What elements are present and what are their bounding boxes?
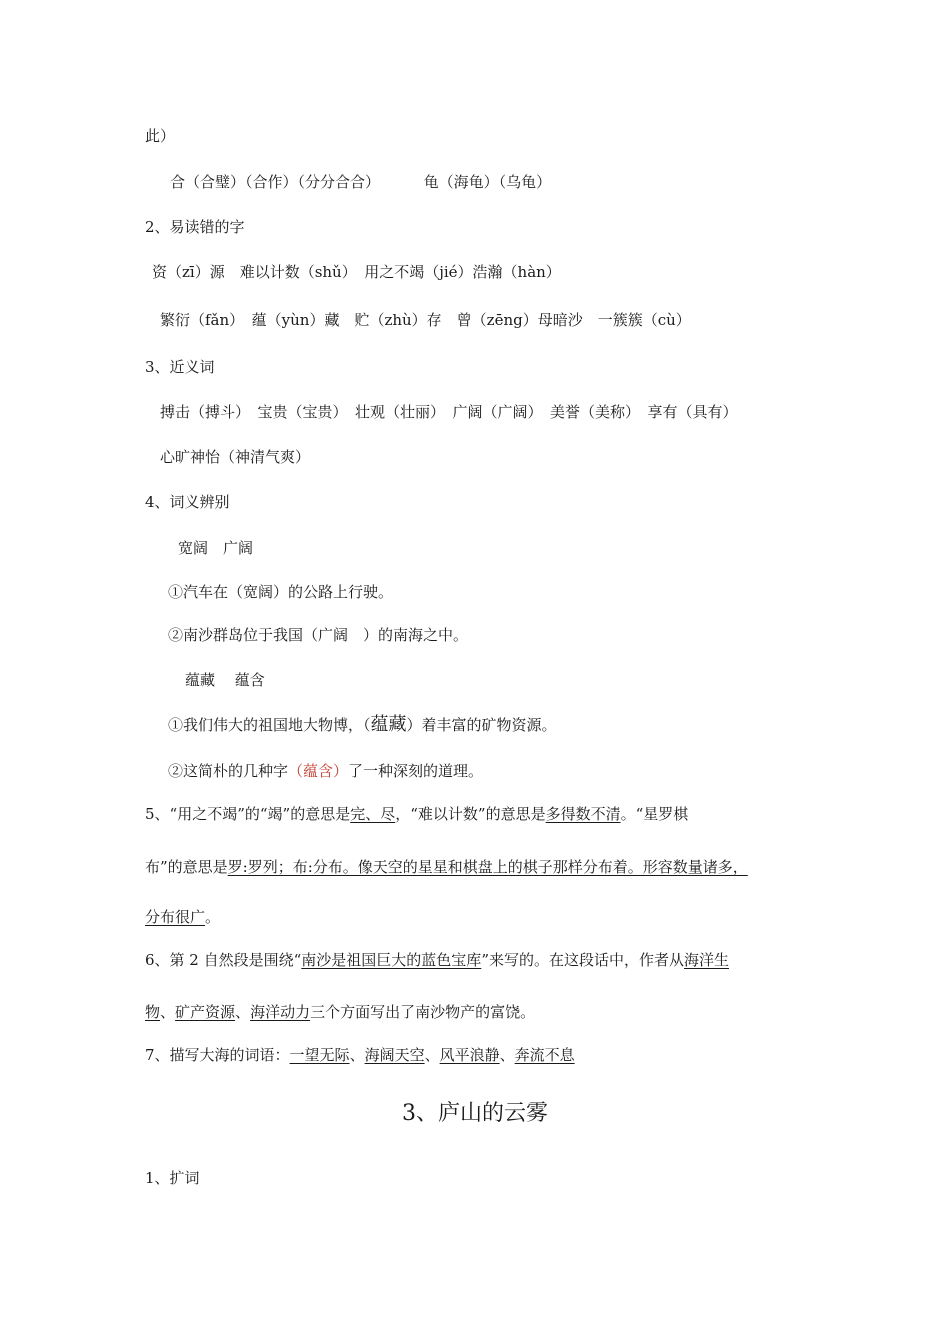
- text-segment: 了一种深刻的道理。: [348, 762, 484, 780]
- text-segment: 合（合璧）（合作）（分分合合）: [170, 173, 381, 191]
- text-line: 资（zī）源 难以计数（shǔ） 用之不竭（jié）浩瀚（hàn）: [152, 263, 561, 281]
- text-segment: 。“星罗棋: [620, 805, 689, 823]
- text-segment: 、: [349, 1046, 365, 1064]
- text-segment: 龟（海龟）（乌龟）: [423, 173, 552, 191]
- text-line: ①汽车在（宽阔）的公路上行驶。: [168, 583, 394, 601]
- text-segment: 7、描写大海的词语：: [145, 1046, 290, 1064]
- text-segment: ①我们伟大的祖国地大物博，（: [168, 716, 371, 734]
- text-line: [145, 1002, 535, 1022]
- answer-blank: 风平浪静: [439, 1046, 500, 1064]
- answer-word: （蕴含）: [288, 762, 349, 780]
- answer-blank: 多得数不清: [545, 805, 621, 823]
- text-line: [168, 715, 557, 735]
- answer-blank: 一望无际: [289, 1046, 350, 1064]
- text-segment: 、: [160, 1003, 176, 1021]
- text-line: [145, 857, 748, 877]
- text-segment: 。: [205, 908, 221, 926]
- text-line: [145, 804, 688, 824]
- answer-blank: 南沙是祖国巨大的蓝色宝库: [301, 951, 482, 969]
- text-line: 此）: [145, 127, 176, 145]
- text-segment: 布”的意思是: [145, 858, 228, 876]
- text-line: [145, 907, 220, 927]
- text-segment: ”来写的。在这段话中，作者从: [481, 951, 684, 969]
- text-line: ②南沙群岛位于我国（广阔 ）的南海之中。: [168, 626, 469, 644]
- section-heading: 3、近义词: [145, 358, 215, 376]
- section-heading: 4、词义辨别: [145, 493, 230, 511]
- answer-blank: 海洋生: [683, 951, 729, 969]
- answer-word: 蕴藏: [370, 714, 407, 735]
- text-segment: 、: [235, 1003, 251, 1021]
- answer-blank: 矿产资源: [175, 1003, 236, 1021]
- text-segment: 5、“用之不竭”的“竭”的意思是: [145, 805, 351, 823]
- text-segment: ，“难以计数”的意思是: [395, 805, 546, 823]
- text-segment: 三个方面写出了南沙物产的富饶。: [310, 1003, 536, 1021]
- answer-blank: 奔流不息: [514, 1046, 575, 1064]
- text-line: [170, 172, 551, 192]
- text-line: [168, 761, 483, 781]
- text-segment: ）着丰富的矿物资源。: [406, 716, 557, 734]
- answer-blank: 海洋动力: [250, 1003, 311, 1021]
- text-segment: 6、第 2 自然段是围绕“: [145, 951, 302, 969]
- answer-blank: 分布很广: [145, 908, 206, 926]
- answer-blank: 罗:罗列；布:分布。像天空的星星和棋盘上的棋子那样分布着。形容数量诸多，: [227, 858, 748, 876]
- text-line: [145, 950, 729, 970]
- text-line: [145, 1045, 575, 1065]
- text-line: 心旷神怡（神清气爽）: [160, 448, 311, 466]
- section-heading: 2、易读错的字: [145, 218, 245, 236]
- text-line: 搏击（搏斗） 宝贵（宝贵） 壮观（壮丽） 广阔（广阔） 美誉（美称） 享有（具有）: [160, 403, 738, 421]
- answer-blank: 完、尽: [350, 805, 396, 823]
- section-heading: 1、扩词: [145, 1169, 200, 1187]
- lesson-title: 3、庐山的云雾: [402, 1101, 548, 1126]
- text-segment: ②这简朴的几种字: [168, 762, 289, 780]
- text-segment: 、: [499, 1046, 515, 1064]
- text-line: 繁衍（fǎn） 蕴（yùn）藏 贮（zhù）存 曾（zēng）母暗沙 一簇簇（cù）: [160, 311, 691, 329]
- answer-blank: 海阔天空: [364, 1046, 425, 1064]
- answer-blank: 物: [145, 1003, 161, 1021]
- text-segment: 、: [424, 1046, 440, 1064]
- text-line: 蕴藏 蕴含: [185, 671, 265, 689]
- text-line: 宽阔 广阔: [178, 539, 254, 557]
